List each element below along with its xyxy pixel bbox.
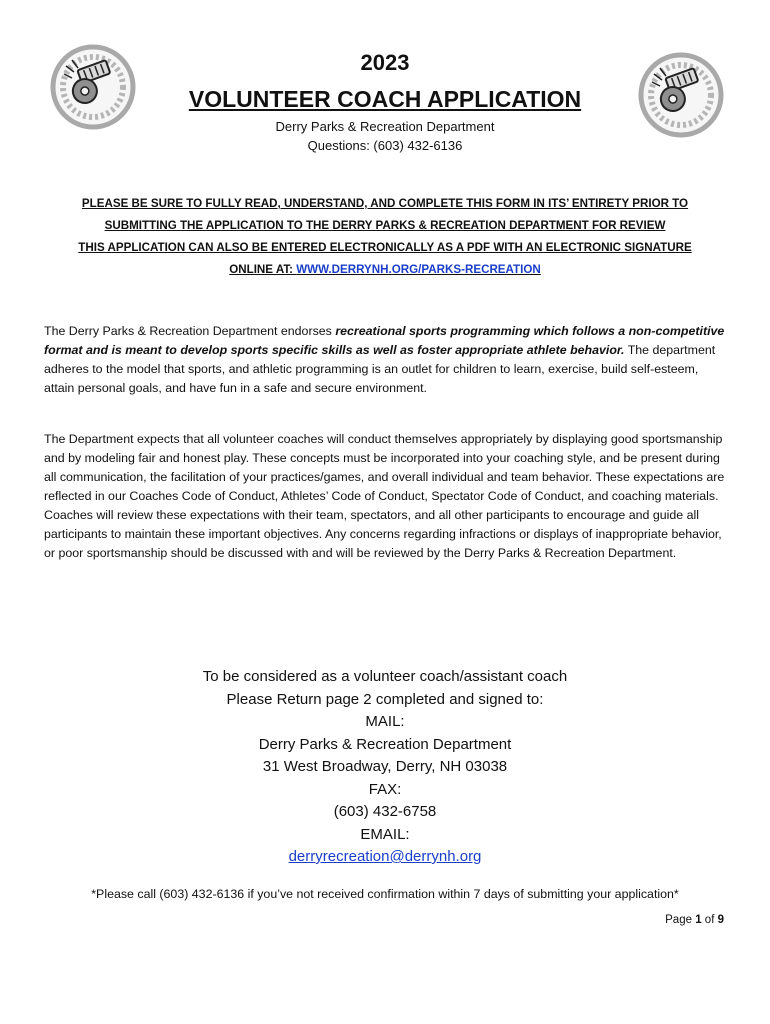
instruction-notice — [40, 193, 730, 281]
notice-line: THIS APPLICATION CAN ALSO BE ENTERED ELECTRONICALLY AS A PDF WITH AN ELECTRONIC SIGNATURE — [78, 241, 692, 254]
website-link[interactable]: WWW.DERRYNH.ORG/PARKS-RECREATION — [296, 263, 541, 276]
intro-paragraph — [44, 322, 730, 398]
page-number — [665, 914, 724, 926]
intro-text-start: The Derry Parks & Recreation Department endorses — [44, 324, 336, 338]
notice-online-prefix: ONLINE AT: — [229, 263, 297, 276]
return-line: Please Return page 2 completed and signed to: — [226, 690, 544, 708]
department-name: Derry Parks & Recreation Department — [275, 119, 495, 134]
expectations-paragraph: The Department expects that all volunteer coaches will conduct themselves appropriately by displaying good sportsmanship and by modeling fair and honest play. These concepts must be incorporated into your coaching style, and be present during all communication, the facilitation of your practices/games, and overall individual and team behavior. These expectations are reflected in our Coaches Code of Conduct, Athletes’ Code of Conduct, Spectator Code of Conduct, and coaching materials. Coaches will review these expectations with their team, spectators, and all other participants to encourage and guide all participants to maintain these important objectives. Any concerns regarding infractions or displays of inappropriate behavior, or poor sportsmanship should be discussed with and will be reviewed by the Derry Parks & Recreation Department. — [44, 432, 725, 560]
notice-line — [40, 259, 730, 281]
intro-emphasis: recreational sports programming which follows a non-competitive format and is meant to develop sports specific skills as well as foster appropriate athlete behavior. — [44, 324, 725, 357]
notice-line: PLEASE BE SURE TO FULLY READ, UNDERSTAND, AND COMPLETE THIS FORM IN ITS’ ENTIRETY PRIOR TO — [81, 197, 689, 210]
questions-phone: Questions: (603) 432-6136 — [307, 138, 463, 153]
return-instructions — [0, 666, 770, 869]
page-of: of — [701, 914, 718, 926]
page-prefix: Page — [665, 914, 696, 926]
intro-text-end: The department adheres to the model that sports, and athletic programming is an outlet for children to learn, exercise, build self-esteem, attain personal goals, and have fun in a safe and secure environment. — [44, 343, 716, 395]
form-year: 2023 — [360, 50, 410, 75]
page-title: VOLUNTEER COACH APPLICATION — [188, 86, 582, 112]
notice-line: SUBMITTING THE APPLICATION TO THE DERRY PARKS & RECREATION DEPARTMENT FOR REVIEW — [104, 219, 666, 232]
mail-label: MAIL: — [365, 713, 405, 730]
confirmation-note: *Please call (603) 432-6136 if you’ve not received confirmation within 7 days of submitting your application* — [91, 887, 679, 901]
page-current: 1 — [695, 914, 702, 926]
mail-name: Derry Parks & Recreation Department — [258, 735, 512, 753]
page-total: 9 — [717, 914, 724, 926]
email-label: EMAIL: — [360, 825, 410, 843]
fax-number: (603) 432-6758 — [333, 803, 437, 820]
mail-address: 31 West Broadway, Derry, NH 03038 — [262, 758, 508, 775]
fax-label: FAX: — [368, 780, 402, 798]
return-line: To be considered as a volunteer coach/assistant coach — [202, 668, 568, 685]
email-link[interactable]: derryrecreation@derrynh.org — [288, 848, 482, 865]
